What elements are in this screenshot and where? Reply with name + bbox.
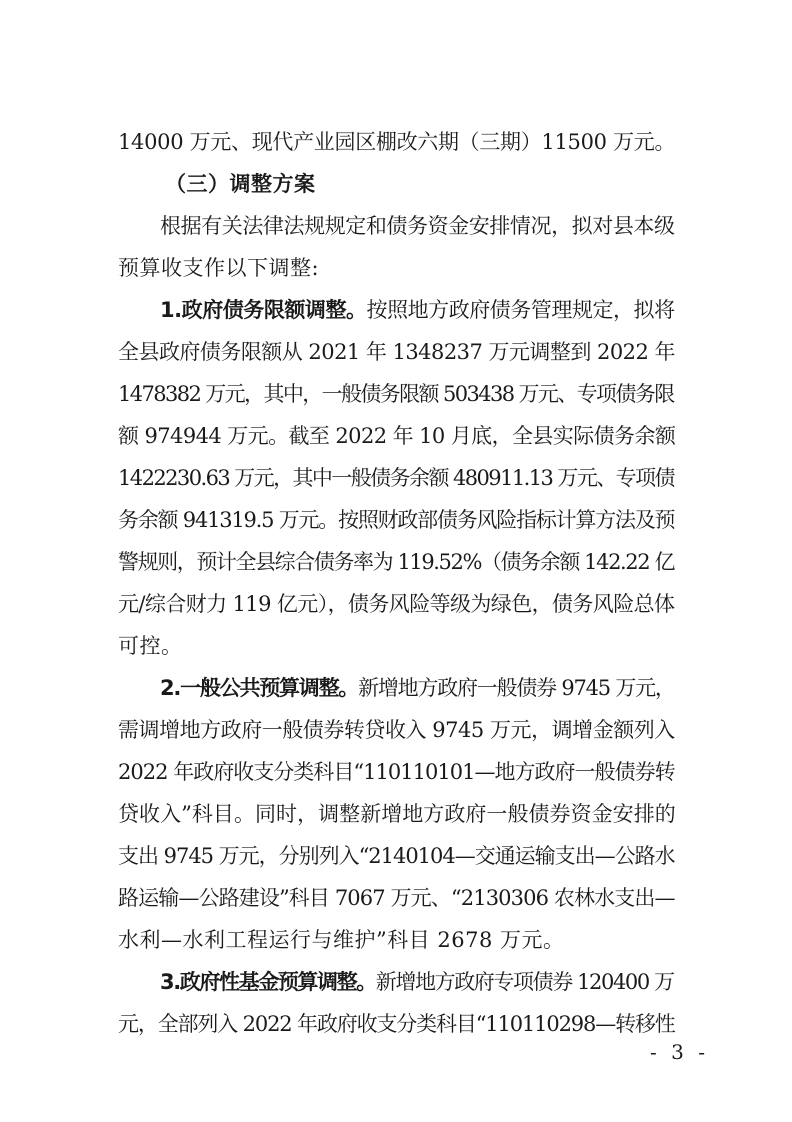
- line-text: 元，全部列入 2022 年政府收支分类科目“110110298—转移性: [118, 1012, 675, 1036]
- text-line: [118, 507, 674, 533]
- text-line: [118, 1011, 675, 1037]
- line-text: 水利—水利工程运行与维护”科目 2678 万元。: [118, 928, 565, 952]
- text-line: [118, 381, 674, 407]
- line-text: 可控。: [118, 634, 183, 658]
- paragraph-start: [160, 297, 675, 323]
- text-line: [118, 255, 319, 281]
- text-line: [118, 591, 674, 617]
- section-heading: [165, 171, 316, 197]
- text-line: [118, 465, 674, 491]
- text-line: [118, 759, 675, 785]
- paragraph-start: [160, 675, 675, 701]
- line-text: 需调增地方政府一般债券转贷收入 9745 万元，调增金额列入: [118, 718, 675, 742]
- line-text: 根据有关法律法规规定和债务资金安排情况，拟对县本级: [160, 214, 675, 238]
- text-line: [118, 129, 675, 155]
- bold-lead-text: 1.政府债务限额调整。: [160, 298, 367, 322]
- text-line: [118, 927, 565, 953]
- line-text: 按照地方政府债务管理规定，拟将: [366, 298, 675, 322]
- text-line: [118, 843, 675, 869]
- bold-lead-text: （三）调整方案: [165, 172, 316, 196]
- line-text: 支出 9745 万元，分别列入“2140104—交通运输支出—公路水: [118, 844, 675, 868]
- line-text: 预算收支作以下调整:: [118, 256, 320, 280]
- text-line: [160, 213, 675, 239]
- bold-lead-text: 3.政府性基金预算调整。: [160, 970, 376, 994]
- line-text: 1422230.63 万元，其中一般债务余额 480911.13 万元、专项债: [118, 466, 674, 490]
- text-line: [118, 885, 675, 911]
- text-line: [118, 633, 183, 659]
- text-line: [118, 801, 676, 827]
- line-text: 贷收入”科目。同时，调整新增地方政府一般债券资金安排的: [118, 802, 676, 826]
- line-text: 全县政府债务限额从 2021 年 1348237 万元调整到 2022 年: [118, 340, 675, 364]
- bold-lead-text: 2.一般公共预算调整。: [160, 676, 359, 700]
- line-text: 额 974944 万元。截至 2022 年 10 月底，全县实际债务余额: [118, 424, 676, 448]
- text-line: [118, 423, 675, 449]
- line-text: 14000 万元、现代产业园区棚改六期（三期）11500 万元。: [118, 130, 676, 154]
- text-line: [118, 717, 675, 743]
- paragraph-start: [160, 969, 674, 995]
- text-line: [118, 549, 674, 575]
- line-text: 新增地方政府一般债券 9745 万元，: [358, 676, 675, 700]
- page-number: - 3 -: [650, 1040, 709, 1064]
- line-text: 1478382 万元，其中，一般债务限额 503438 万元、专项债务限: [118, 382, 674, 406]
- line-text: 2022 年政府收支分类科目“110110101—地方政府一般债券转: [118, 760, 675, 784]
- line-text: 新增地方政府专项债券 120400 万: [375, 970, 674, 994]
- line-text: 路运输—公路建设”科目 7067 万元、“2130306 农林水支出—: [118, 886, 675, 910]
- line-text: 元/综合财力 119 亿元），债务风险等级为绿色，债务风险总体: [118, 592, 675, 616]
- line-text: 警规则，预计全县综合债务率为 119.52%（债务余额 142.22 亿: [118, 550, 675, 574]
- line-text: 务余额 941319.5 万元。按照财政部债务风险指标计算方法及预: [118, 508, 675, 532]
- text-line: [118, 339, 675, 365]
